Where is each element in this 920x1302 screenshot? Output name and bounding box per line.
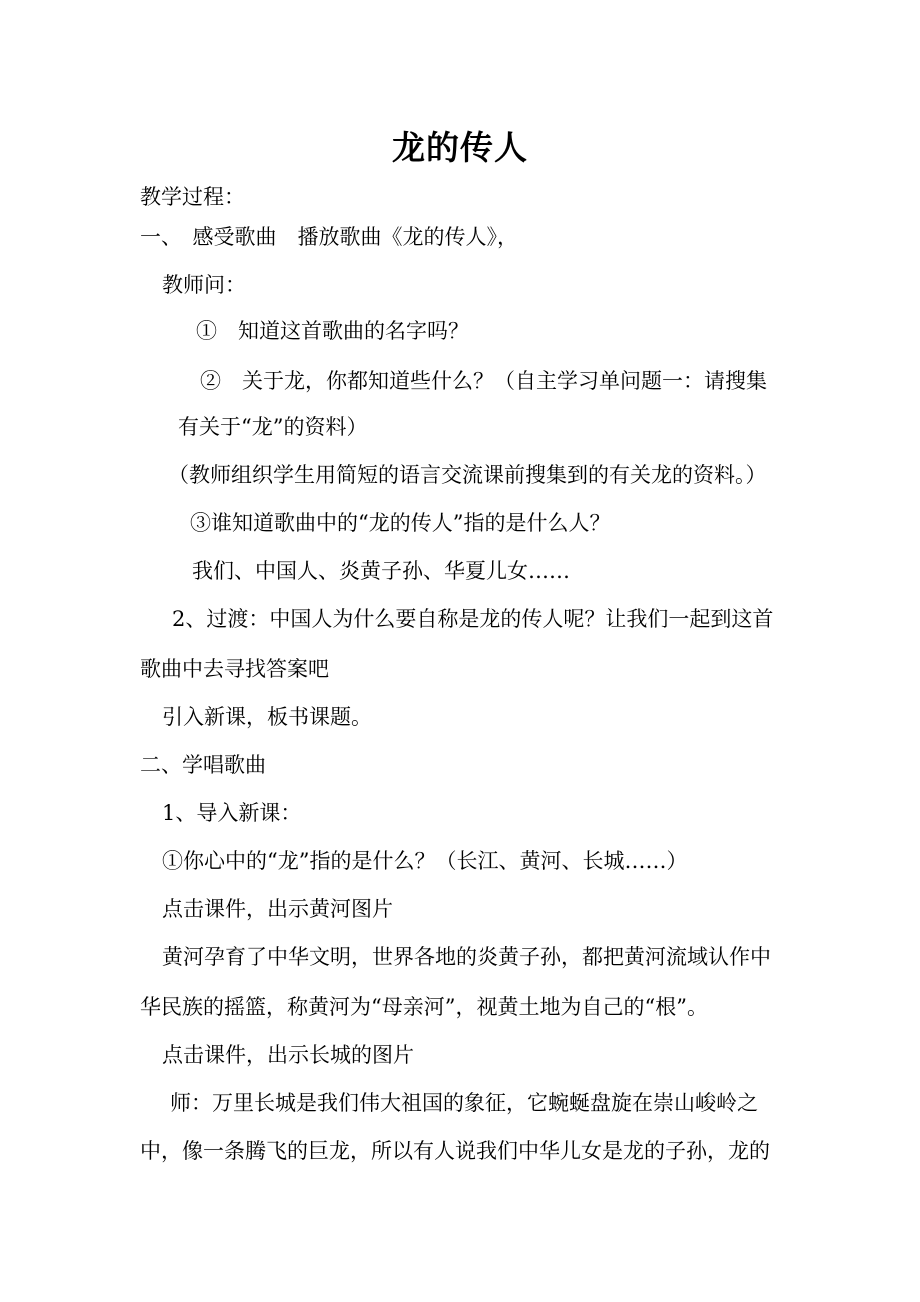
text-line: 华民族的摇篮，称黄河为“母亲河”，视黄土地为自己的“根”。 [140,995,708,1019]
text-line: （教师组织学生用简短的语言交流课前搜集到的有关龙的资料。） [168,463,767,487]
text-line: 点击课件，出示长城的图片 [162,1043,414,1067]
document-title: 龙的传人 [392,128,528,167]
text-line: 黄河孕育了中华文明，世界各地的炎黄子孙，都把黄河流域认作中 [162,945,771,969]
text-line: 师：万里长城是我们伟大祖国的象征，它蜿蜒盘旋在崇山峻岭之 [170,1091,758,1115]
text-line: 一、 感受歌曲 播放歌曲《龙的传人》， [140,225,518,249]
text-line: 教学过程： [140,185,245,209]
text-line: 有关于“龙”的资料） [178,415,368,439]
text-line: ① 知道这首歌曲的名字吗？ [196,319,469,343]
text-line: ② 关于龙，你都知道些什么？（自主学习单问题一：请搜集 [200,369,767,393]
text-line: 我们、中国人、炎黄子孙、华夏儿女…… [192,559,570,583]
text-line: 1、导入新课： [162,801,302,825]
text-line: 引入新课，板书课题。 [162,705,372,729]
text-line: 点击课件，出示黄河图片 [162,897,393,921]
text-line: 歌曲中去寻找答案吧 [140,657,329,681]
text-line: 中，像一条腾飞的巨龙，所以有人说我们中华儿女是龙的子孙，龙的 [140,1139,770,1163]
section-heading: 二、学唱歌曲 [140,753,266,777]
text-line: ①你心中的“龙”指的是什么？（长江、黄河、长城……） [162,849,688,873]
text-line: ③谁知道歌曲中的“龙的传人”指的是什么人？ [190,511,611,535]
text-line: 2、过渡：中国人为什么要自称是龙的传人呢？让我们一起到这首 [172,607,774,631]
text-line: 教师问： [162,273,246,297]
